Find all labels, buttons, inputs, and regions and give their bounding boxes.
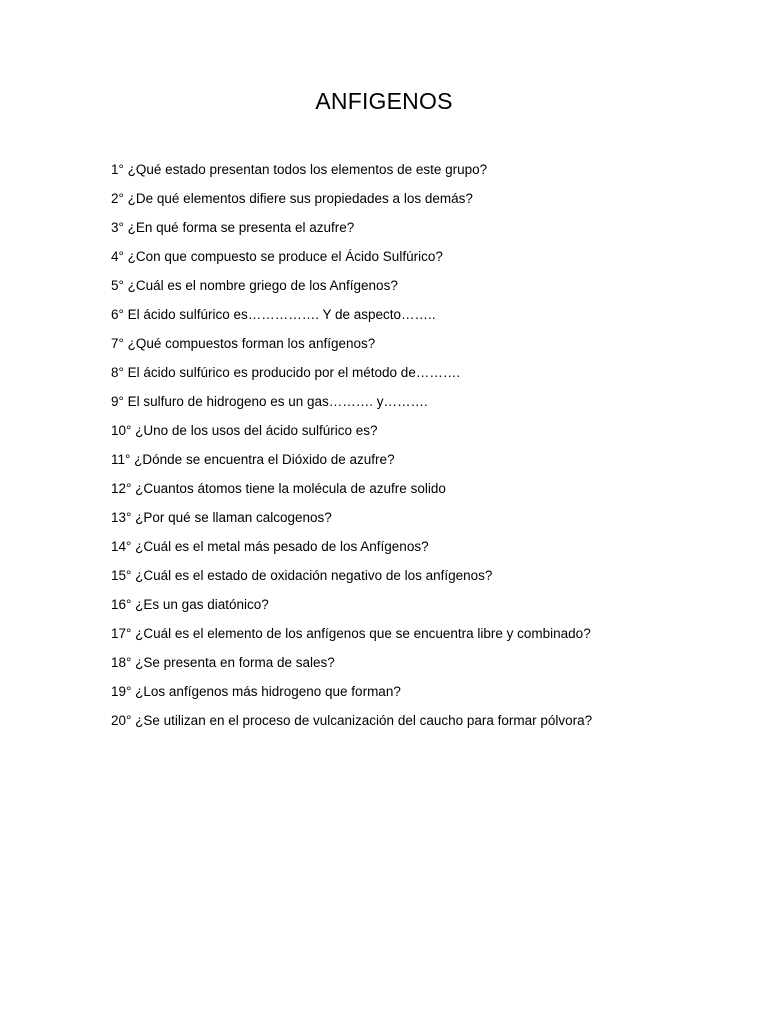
question-item: 10° ¿Uno de los usos del ácido sulfúrico es? xyxy=(111,423,378,438)
question-item: 20° ¿Se utilizan en el proceso de vulcanización del caucho para formar pólvora? xyxy=(111,713,593,728)
question-item: 7° ¿Qué compuestos forman los anfígenos? xyxy=(111,336,376,351)
question-item: 6° El ácido sulfúrico es……………. Y de aspecto…….. xyxy=(111,307,436,322)
question-item: 8° El ácido sulfúrico es producido por el método de………. xyxy=(111,365,461,380)
question-item: 2° ¿De qué elementos difiere sus propiedades a los demás? xyxy=(111,191,473,206)
question-item: 19° ¿Los anfígenos más hidrogeno que forman? xyxy=(111,684,401,699)
question-list xyxy=(111,159,731,739)
question-item: 9° El sulfuro de hidrogeno es un gas………. y………. xyxy=(111,394,428,409)
question-item: 17° ¿Cuál es el elemento de los anfígenos que se encuentra libre y combinado? xyxy=(111,626,591,641)
question-item: 11° ¿Dónde se encuentra el Dióxido de azufre? xyxy=(111,452,395,467)
question-item: 13° ¿Por qué se llaman calcogenos? xyxy=(111,510,332,525)
question-item: 15° ¿Cuál es el estado de oxidación negativo de los anfígenos? xyxy=(111,568,493,583)
question-item: 3° ¿En qué forma se presenta el azufre? xyxy=(111,220,355,235)
question-item: 16° ¿Es un gas diatónico? xyxy=(111,597,269,612)
question-item: 1° ¿Qué estado presentan todos los elementos de este grupo? xyxy=(111,162,488,177)
question-item: 12° ¿Cuantos átomos tiene la molécula de azufre solido xyxy=(111,481,446,496)
question-item: 18° ¿Se presenta en forma de sales? xyxy=(111,655,335,670)
question-item: 14° ¿Cuál es el metal más pesado de los Anfígenos? xyxy=(111,539,429,554)
page-title: ANFIGENOS xyxy=(315,88,453,114)
question-item: 5° ¿Cuál es el nombre griego de los Anfígenos? xyxy=(111,278,398,293)
question-item: 4° ¿Con que compuesto se produce el Ácido Sulfúrico? xyxy=(111,249,443,264)
